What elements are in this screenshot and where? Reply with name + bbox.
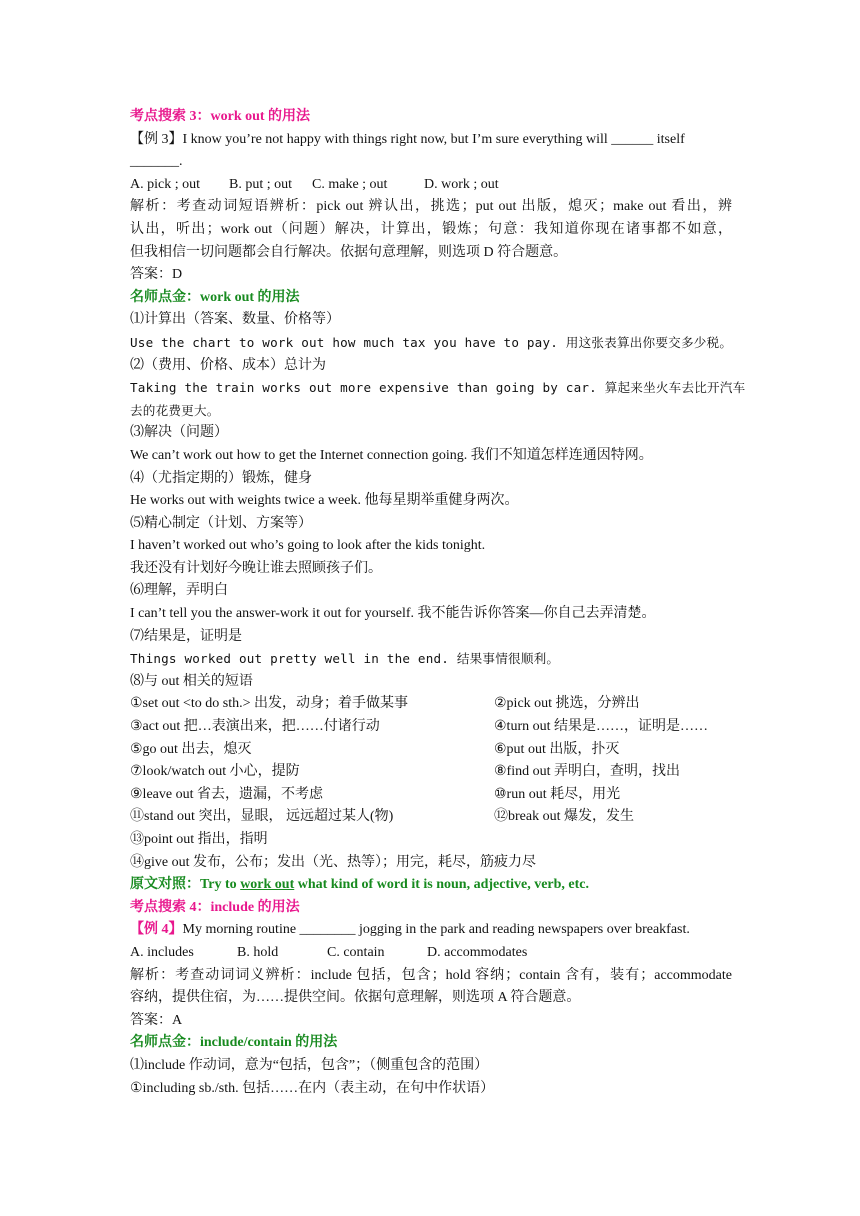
phrase-item: ⑩run out 耗尽，用光 <box>494 786 621 802</box>
example-4-options <box>130 942 732 965</box>
phrase-item: ⑨leave out 省去，遗漏，不考虑 <box>130 786 323 802</box>
tips-3-line: Things worked out pretty well in the end. 结果事情很顺利。 <box>130 651 560 667</box>
phrase-row <box>130 761 732 784</box>
option-a: A. pick ; out <box>130 176 200 192</box>
tips-3-line: I haven’t worked out who’s going to look after the kids tonight. <box>130 538 486 554</box>
option-d: D. work ; out <box>424 176 499 192</box>
analysis-3-line: 解析：考查动词短语辨析：pick out 辨认出，挑选；put out 出版，熄灭；make out 看出，辨 <box>130 199 732 215</box>
option-c: C. contain <box>327 944 385 960</box>
section-4-heading: 考点搜索 4：include 的用法 <box>130 899 300 915</box>
example-3-tag: 【例 3】 <box>130 131 183 147</box>
example-3-question-text: I know you’re not happy with things right now, but I’m sure everything will ______ itself <box>182 131 685 147</box>
phrase-item: ⑧find out 弄明白，查明，找出 <box>494 764 680 780</box>
original-text-compare <box>130 874 732 897</box>
phrase-row <box>130 806 732 829</box>
tips-3-line: ⑻与 out 相关的短语 <box>130 673 253 689</box>
answer-3: 答案：D <box>130 267 183 283</box>
tips-3-line: ⑶解决（问题） <box>130 425 228 441</box>
tips-3-line: He works out with weights twice a week. 他每星期举重健身两次。 <box>130 493 519 509</box>
analysis-3-line: 但我相信一切问题都会自行解决。依据句意理解，则选项 D 符合题意。 <box>130 244 568 260</box>
answer-4: 答案：A <box>130 1012 183 1028</box>
tips-3-line: ⑹理解，弄明白 <box>130 583 228 599</box>
phrase-row <box>130 739 732 762</box>
phrase-row <box>130 784 732 807</box>
section-3-heading: 考点搜索 3：work out 的用法 <box>130 109 311 124</box>
tips-3-line: 去的花费更大。 <box>130 402 220 418</box>
phrase-item: ②pick out 挑选，分辨出 <box>494 696 640 712</box>
original-suffix: what kind of word it is noun, adjective, verb, etc. <box>294 877 590 893</box>
original-prefix: 原文对照：Try to <box>130 877 241 893</box>
option-b: B. put ; out <box>229 176 293 192</box>
example-4-question <box>130 919 732 942</box>
phrase-item: ⑫break out 爆发，发生 <box>494 809 634 825</box>
phrase-item: ⑬point out 指出，指明 <box>130 832 268 847</box>
example-4-question-text: My morning routine ________ jogging in the park and reading newspapers over breakfast. <box>182 922 690 938</box>
example-4-tag: 【例 4】 <box>130 922 183 938</box>
tips-3-line: ⑵（费用、价格、成本）总计为 <box>130 357 326 373</box>
tips-4-line: ①including sb./sth. 包括……在内（表主动，在句中作状语） <box>130 1080 495 1096</box>
tips-3-line: ⑺结果是，证明是 <box>130 628 242 644</box>
phrase-item: ⑦look/watch out 小心，提防 <box>130 764 300 780</box>
analysis-4-line: 解析：考查动词词义辨析：include 包括，包含；hold 容纳；contain 含有，装有；accommodate <box>130 967 732 983</box>
example-3-question-cont: _______. <box>130 154 183 170</box>
analysis-4-line: 容纳，提供住宿，为……提供空间。依据句意理解，则选项 A 符合题意。 <box>130 990 581 1006</box>
tips-3-line: ⑷（尤指定期的）锻炼，健身 <box>130 470 312 486</box>
phrase-item: ⑭give out 发布，公布；发出（光、热等）；用完，耗尽，筋疲力尽 <box>130 854 536 870</box>
tips-3-line: ⑴计算出（答案、数量、价格等） <box>130 312 340 328</box>
option-b: B. hold <box>237 944 279 960</box>
phrase-row <box>130 693 732 716</box>
tips-3-line: Use the chart to work out how much tax you have to pay. 用这张表算出你要交多少税。 <box>130 334 733 350</box>
phrase-item: ①set out <to do sth.> 出发，动身；着手做某事 <box>130 696 409 712</box>
analysis-3-line: 认出，听出；work out（问题）解决，计算出，锻炼；句意：我知道你现在诸事都不如意， <box>130 221 732 237</box>
option-a: A. includes <box>130 944 194 960</box>
option-c: C. make ; out <box>312 176 388 192</box>
tips-3-line: We can’t work out how to get the Internet connection going. 我们不知道怎样连通因特网。 <box>130 447 653 463</box>
tips-4-heading: 名师点金：include/contain 的用法 <box>130 1035 338 1051</box>
tips-3-heading: 名师点金：work out 的用法 <box>130 289 300 305</box>
example-3-options <box>130 174 732 197</box>
phrase-row <box>130 716 732 739</box>
tips-3-line: Taking the train works out more expensive than going by car. 算起来坐火车去比开汽车 <box>130 380 746 396</box>
tips-3-line: ⑸精心制定（计划、方案等） <box>130 515 312 531</box>
option-d: D. accommodates <box>427 944 528 960</box>
original-underlined-phrase: work out <box>240 877 295 893</box>
document-page <box>130 106 746 1100</box>
phrase-item: ③act out 把…表演出来，把……付诸行动 <box>130 719 380 735</box>
phrase-item: ⑤go out 出去，熄灭 <box>130 741 252 757</box>
tips-3-line: I can’t tell you the answer-work it out for yourself. 我不能告诉你答案—你自己去弄清楚。 <box>130 606 656 622</box>
phrase-item: ⑥put out 出版，扑灭 <box>494 741 620 757</box>
phrase-item: ⑪stand out 突出，显眼， 远远超过某人(物) <box>130 809 394 825</box>
phrase-item: ④turn out 结果是……，证明是…… <box>494 719 708 735</box>
example-3-question <box>130 129 732 152</box>
tips-3-line: 我还没有计划好今晚让谁去照顾孩子们。 <box>130 560 382 576</box>
tips-4-line: ⑴include 作动词，意为“包括，包含”；（侧重包含的范围） <box>130 1057 489 1073</box>
